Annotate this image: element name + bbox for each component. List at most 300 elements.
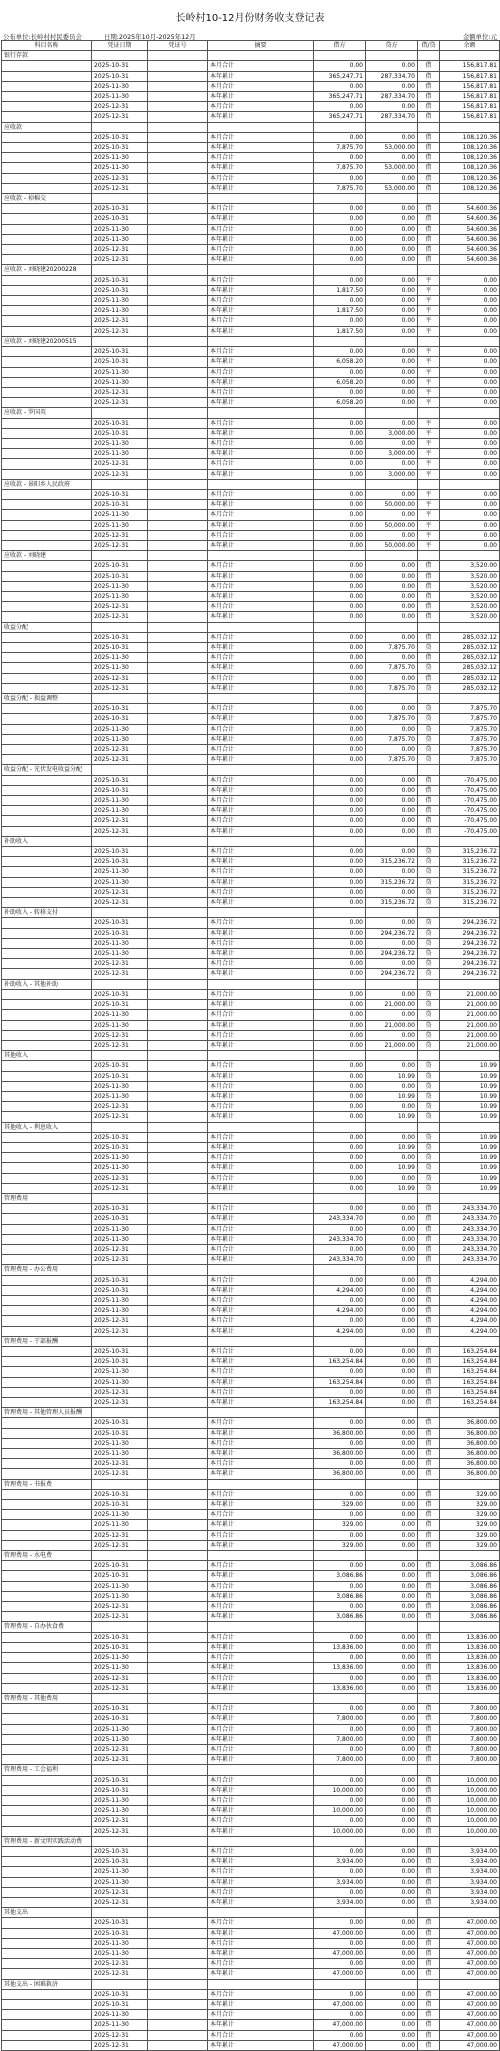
empty-cell	[440, 1479, 500, 1489]
direction-cell: 贷	[418, 847, 440, 857]
empty-cell	[314, 122, 366, 132]
empty-cell	[148, 979, 208, 989]
empty-cell	[208, 122, 314, 132]
voucher-cell	[148, 163, 208, 173]
empty-cell	[314, 622, 366, 632]
direction-cell: 贷	[418, 755, 440, 765]
balance-cell: 7,875.70	[440, 755, 500, 765]
account-cell	[2, 591, 92, 601]
summary-cell: 本年累计	[208, 1948, 314, 1958]
debit-cell: 0.00	[314, 1724, 366, 1734]
date-cell: 2025-12-31	[92, 102, 148, 112]
account-cell	[2, 1224, 92, 1234]
balance-cell: 329.00	[440, 1530, 500, 1540]
table-row	[2, 540, 500, 550]
credit-cell: 53,000.00	[366, 163, 418, 173]
empty-cell	[418, 622, 440, 632]
summary-cell: 本年累计	[208, 571, 314, 581]
debit-cell: 0.00	[314, 1347, 366, 1357]
date-cell: 2025-11-30	[92, 377, 148, 387]
direction-cell: 借	[418, 1234, 440, 1244]
account-cell	[2, 326, 92, 336]
debit-cell: 329.00	[314, 1540, 366, 1550]
table-row	[2, 1153, 500, 1163]
credit-cell: 50,000.00	[366, 540, 418, 550]
account-cell	[2, 1571, 92, 1581]
empty-cell	[418, 51, 440, 61]
empty-cell	[148, 1051, 208, 1061]
voucher-cell	[148, 500, 208, 510]
date-cell: 2025-12-31	[92, 387, 148, 397]
date-cell: 2025-10-31	[92, 1204, 148, 1214]
balance-cell: 10,000.00	[440, 1785, 500, 1795]
account-name: 应收款	[2, 122, 92, 132]
debit-cell: 0.00	[314, 1173, 366, 1183]
date-cell: 2025-11-30	[92, 1724, 148, 1734]
table-row	[2, 1489, 500, 1499]
credit-cell: 294,236.72	[366, 928, 418, 938]
empty-cell	[440, 1265, 500, 1275]
balance-cell: 10,000.00	[440, 1795, 500, 1805]
table-row	[2, 357, 500, 367]
empty-cell	[92, 1765, 148, 1775]
direction-cell: 借	[418, 1959, 440, 1969]
date-cell: 2025-12-31	[92, 1030, 148, 1040]
date-cell: 2025-12-31	[92, 969, 148, 979]
account-cell	[2, 1295, 92, 1305]
table-row	[2, 959, 500, 969]
direction-cell: 贷	[418, 969, 440, 979]
debit-cell: 0.00	[314, 1153, 366, 1163]
date-cell: 2025-10-31	[92, 847, 148, 857]
date-cell: 2025-11-30	[92, 438, 148, 448]
empty-cell	[366, 1051, 418, 1061]
summary-cell: 本年累计	[208, 663, 314, 673]
balance-cell: 156,817.81	[440, 112, 500, 122]
account-cell	[2, 2010, 92, 2020]
summary-cell: 本月合计	[208, 1418, 314, 1428]
account-cell	[2, 1398, 92, 1408]
empty-cell	[148, 1122, 208, 1132]
summary-cell: 本年累计	[208, 1398, 314, 1408]
direction-cell: 借	[418, 71, 440, 81]
debit-cell: 0.00	[314, 1102, 366, 1112]
balance-cell: 0.00	[440, 510, 500, 520]
credit-cell: 0.00	[366, 1887, 418, 1897]
date-cell: 2025-10-31	[92, 1857, 148, 1867]
empty-cell	[92, 1979, 148, 1989]
table-row	[2, 1173, 500, 1183]
credit-cell: 0.00	[366, 724, 418, 734]
direction-cell: 借	[418, 92, 440, 102]
credit-cell: 0.00	[366, 1540, 418, 1550]
empty-cell	[208, 1408, 314, 1418]
account-cell	[2, 683, 92, 693]
voucher-cell	[148, 255, 208, 265]
table-row	[2, 2030, 500, 2040]
debit-cell: 0.00	[314, 1459, 366, 1469]
debit-cell: 0.00	[314, 673, 366, 683]
account-cell	[2, 1081, 92, 1091]
debit-cell: 0.00	[314, 428, 366, 438]
direction-cell: 借	[418, 1948, 440, 1958]
date-cell: 2025-11-30	[92, 163, 148, 173]
table-row	[2, 1010, 500, 1020]
summary-cell: 本月合计	[208, 1061, 314, 1071]
direction-cell: 借	[418, 1510, 440, 1520]
voucher-cell	[148, 1561, 208, 1571]
credit-cell: 7,875.70	[366, 734, 418, 744]
credit-cell: 0.00	[366, 1642, 418, 1652]
balance-cell: 7,800.00	[440, 1714, 500, 1724]
table-row	[2, 1285, 500, 1295]
voucher-cell	[148, 1020, 208, 1030]
voucher-cell	[148, 826, 208, 836]
empty-cell	[208, 1836, 314, 1846]
summary-cell: 本年累计	[208, 112, 314, 122]
account-cell	[2, 377, 92, 387]
date-cell: 2025-11-30	[92, 938, 148, 948]
table-row	[2, 1000, 500, 1010]
direction-cell: 借	[418, 1316, 440, 1326]
direction-cell: 借	[418, 1418, 440, 1428]
account-cell	[2, 826, 92, 836]
voucher-cell	[148, 489, 208, 499]
table-row	[2, 1459, 500, 1469]
voucher-cell	[148, 234, 208, 244]
table-row	[2, 826, 500, 836]
credit-cell: 0.00	[366, 571, 418, 581]
account-cell	[2, 489, 92, 499]
direction-cell: 借	[418, 1785, 440, 1795]
credit-cell: 0.00	[366, 1234, 418, 1244]
table-row	[2, 1867, 500, 1877]
account-cell	[2, 1010, 92, 1020]
account-cell	[2, 1326, 92, 1336]
balance-cell: 156,817.81	[440, 61, 500, 71]
account-cell	[2, 1938, 92, 1948]
empty-cell	[148, 1693, 208, 1703]
table-row	[2, 1857, 500, 1867]
empty-cell	[148, 265, 208, 275]
empty-cell	[208, 765, 314, 775]
balance-cell: 243,334.70	[440, 1224, 500, 1234]
balance-cell: 0.00	[440, 357, 500, 367]
date-cell: 2025-12-31	[92, 826, 148, 836]
voucher-cell	[148, 1438, 208, 1448]
table-row	[2, 1255, 500, 1265]
voucher-cell	[148, 1673, 208, 1683]
credit-cell: 0.00	[366, 398, 418, 408]
table-row	[2, 204, 500, 214]
credit-cell: 0.00	[366, 1653, 418, 1663]
empty-cell	[418, 1193, 440, 1203]
credit-cell: 0.00	[366, 1377, 418, 1387]
table-row	[2, 1795, 500, 1805]
account-cell	[2, 796, 92, 806]
credit-cell: 0.00	[366, 1795, 418, 1805]
account-header-row	[2, 1051, 500, 1061]
balance-cell: 54,600.36	[440, 224, 500, 234]
date-cell: 2025-11-30	[92, 877, 148, 887]
voucher-cell	[148, 1398, 208, 1408]
empty-cell	[208, 1336, 314, 1346]
voucher-cell	[148, 1744, 208, 1754]
empty-cell	[148, 1765, 208, 1775]
balance-cell: 163,254.84	[440, 1367, 500, 1377]
summary-cell: 本月合计	[208, 1316, 314, 1326]
account-cell	[2, 500, 92, 510]
voucher-cell	[148, 1081, 208, 1091]
empty-cell	[314, 408, 366, 418]
direction-cell: 贷	[418, 1010, 440, 1020]
credit-cell: 0.00	[366, 2040, 418, 2050]
summary-cell: 本年累计	[208, 1806, 314, 1816]
empty-cell	[418, 979, 440, 989]
account-name: 应收款 - 掉棉交	[2, 194, 92, 204]
empty-cell	[366, 836, 418, 846]
debit-cell: 0.00	[314, 204, 366, 214]
debit-cell: 0.00	[314, 1795, 366, 1805]
voucher-cell	[148, 2010, 208, 2020]
direction-cell: 借	[418, 173, 440, 183]
summary-cell: 本年累计	[208, 398, 314, 408]
voucher-cell	[148, 1663, 208, 1673]
balance-cell: 3,086.86	[440, 1602, 500, 1612]
date-cell: 2025-12-31	[92, 1102, 148, 1112]
date-cell: 2025-10-31	[92, 2000, 148, 2010]
credit-cell: 0.00	[366, 1347, 418, 1357]
balance-cell: 10.99	[440, 1112, 500, 1122]
credit-cell: 0.00	[366, 591, 418, 601]
table-row	[2, 1224, 500, 1234]
balance-cell: 47,000.00	[440, 1918, 500, 1928]
direction-cell: 借	[418, 1816, 440, 1826]
debit-cell: 0.00	[314, 234, 366, 244]
account-cell	[2, 1673, 92, 1683]
credit-cell: 0.00	[366, 1948, 418, 1958]
credit-cell: 7,875.70	[366, 714, 418, 724]
empty-cell	[440, 408, 500, 418]
date-cell: 2025-10-31	[92, 989, 148, 999]
balance-cell: 10.99	[440, 1153, 500, 1163]
empty-cell	[418, 551, 440, 561]
direction-cell: 借	[418, 1500, 440, 1510]
summary-cell: 本年累计	[208, 2040, 314, 2050]
account-cell	[2, 245, 92, 255]
summary-cell: 本年累计	[208, 857, 314, 867]
direction-cell: 贷	[418, 663, 440, 673]
account-cell	[2, 816, 92, 826]
balance-cell: 10.99	[440, 1132, 500, 1142]
empty-cell	[148, 551, 208, 561]
debit-cell: 3,086.86	[314, 1612, 366, 1622]
direction-cell: 贷	[418, 1000, 440, 1010]
voucher-cell	[148, 1214, 208, 1224]
account-cell	[2, 1418, 92, 1428]
debit-cell: 0.00	[314, 1163, 366, 1173]
account-cell	[2, 1255, 92, 1265]
voucher-cell	[148, 1061, 208, 1071]
empty-cell	[148, 1408, 208, 1418]
balance-cell: 10,000.00	[440, 1806, 500, 1816]
summary-cell: 本年累计	[208, 1112, 314, 1122]
date-cell: 2025-10-31	[92, 1714, 148, 1724]
date-cell: 2025-11-30	[92, 1010, 148, 1020]
direction-cell: 借	[418, 1755, 440, 1765]
summary-cell: 本年累计	[208, 1642, 314, 1652]
table-row	[2, 2020, 500, 2030]
empty-cell	[148, 1622, 208, 1632]
direction-cell: 借	[418, 1775, 440, 1785]
balance-cell: 315,236.72	[440, 847, 500, 857]
summary-cell: 本年累计	[208, 1683, 314, 1693]
voucher-cell	[148, 796, 208, 806]
summary-cell: 本月合计	[208, 1489, 314, 1499]
empty-cell	[440, 1622, 500, 1632]
table-row	[2, 387, 500, 397]
account-cell	[2, 1112, 92, 1122]
empty-cell	[208, 1479, 314, 1489]
summary-cell: 本年累计	[208, 591, 314, 601]
publishing-unit: 公布单位:长岭村村民委员会	[3, 33, 82, 41]
voucher-cell	[148, 1316, 208, 1326]
summary-cell: 本月合计	[208, 1775, 314, 1785]
voucher-cell	[148, 1969, 208, 1979]
table-row	[2, 1581, 500, 1591]
date-cell: 2025-11-30	[92, 663, 148, 673]
voucher-cell	[148, 1387, 208, 1397]
credit-cell: 0.00	[366, 1438, 418, 1448]
direction-cell: 贷	[418, 1112, 440, 1122]
table-row	[2, 1540, 500, 1550]
account-cell	[2, 1887, 92, 1897]
credit-cell: 0.00	[366, 1959, 418, 1969]
account-cell	[2, 1387, 92, 1397]
table-row	[2, 2040, 500, 2050]
balance-cell: 0.00	[440, 530, 500, 540]
direction-cell: 贷	[418, 1030, 440, 1040]
account-cell	[2, 1683, 92, 1693]
date-cell: 2025-12-31	[92, 1683, 148, 1693]
direction-cell: 平	[418, 530, 440, 540]
debit-cell: 0.00	[314, 816, 366, 826]
empty-cell	[418, 1765, 440, 1775]
empty-cell	[440, 979, 500, 989]
date-cell: 2025-12-31	[92, 398, 148, 408]
balance-cell: 47,000.00	[440, 1928, 500, 1938]
debit-cell: 0.00	[314, 2010, 366, 2020]
date-cell: 2025-11-30	[92, 653, 148, 663]
credit-cell: 0.00	[366, 1459, 418, 1469]
account-header-row	[2, 1979, 500, 1989]
voucher-cell	[148, 1357, 208, 1367]
table-row	[2, 1612, 500, 1622]
debit-cell: 13,836.00	[314, 1663, 366, 1673]
summary-cell: 本月合计	[208, 673, 314, 683]
debit-cell: 3,086.86	[314, 1571, 366, 1581]
date-cell: 2025-10-31	[92, 632, 148, 642]
account-cell	[2, 510, 92, 520]
account-cell	[2, 928, 92, 938]
debit-cell: 0.00	[314, 724, 366, 734]
empty-cell	[92, 122, 148, 132]
credit-cell: 0.00	[366, 1244, 418, 1254]
account-cell	[2, 1040, 92, 1050]
table-row	[2, 1030, 500, 1040]
balance-cell: 13,836.00	[440, 1673, 500, 1683]
empty-cell	[92, 908, 148, 918]
voucher-cell	[148, 1887, 208, 1897]
balance-cell: 0.00	[440, 428, 500, 438]
balance-cell: -70,475.00	[440, 775, 500, 785]
credit-cell: 287,334.70	[366, 112, 418, 122]
account-name: 管理费用 - 办公费用	[2, 1265, 92, 1275]
direction-cell: 借	[418, 1367, 440, 1377]
direction-cell: 平	[418, 316, 440, 326]
account-cell	[2, 867, 92, 877]
table-row	[2, 571, 500, 581]
voucher-cell	[148, 153, 208, 163]
table-row	[2, 1112, 500, 1122]
account-cell	[2, 1000, 92, 1010]
balance-cell: 0.00	[440, 459, 500, 469]
date-cell: 2025-10-31	[92, 857, 148, 867]
voucher-cell	[148, 1428, 208, 1438]
empty-cell	[314, 1479, 366, 1489]
table-row	[2, 1928, 500, 1938]
empty-cell	[366, 51, 418, 61]
debit-cell: 163,254.84	[314, 1398, 366, 1408]
table-row	[2, 1969, 500, 1979]
balance-cell: 54,600.36	[440, 255, 500, 265]
table-row	[2, 1367, 500, 1377]
empty-cell	[440, 551, 500, 561]
voucher-cell	[148, 1377, 208, 1387]
voucher-cell	[148, 724, 208, 734]
table-row	[2, 877, 500, 887]
debit-cell: 0.00	[314, 1653, 366, 1663]
credit-cell: 0.00	[366, 2010, 418, 2020]
account-cell	[2, 1806, 92, 1816]
account-cell	[2, 1214, 92, 1224]
debit-cell: 0.00	[314, 367, 366, 377]
account-cell	[2, 92, 92, 102]
empty-cell	[148, 836, 208, 846]
credit-cell: 0.00	[366, 1153, 418, 1163]
credit-cell: 21,000.00	[366, 1040, 418, 1050]
date-cell: 2025-10-31	[92, 357, 148, 367]
date-cell: 2025-12-31	[92, 1183, 148, 1193]
date-cell: 2025-10-31	[92, 428, 148, 438]
table-row	[2, 745, 500, 755]
debit-cell: 0.00	[314, 1887, 366, 1897]
empty-cell	[92, 1193, 148, 1203]
credit-cell: 0.00	[366, 1449, 418, 1459]
empty-cell	[314, 1336, 366, 1346]
summary-cell: 本月合计	[208, 1081, 314, 1091]
debit-cell: 4,294.00	[314, 1285, 366, 1295]
table-row	[2, 989, 500, 999]
account-cell	[2, 1928, 92, 1938]
account-cell	[2, 153, 92, 163]
empty-cell	[440, 51, 500, 61]
voucher-cell	[148, 1959, 208, 1969]
summary-cell: 本月合计	[208, 387, 314, 397]
account-cell	[2, 949, 92, 959]
credit-cell: 0.00	[366, 1428, 418, 1438]
empty-cell	[440, 765, 500, 775]
